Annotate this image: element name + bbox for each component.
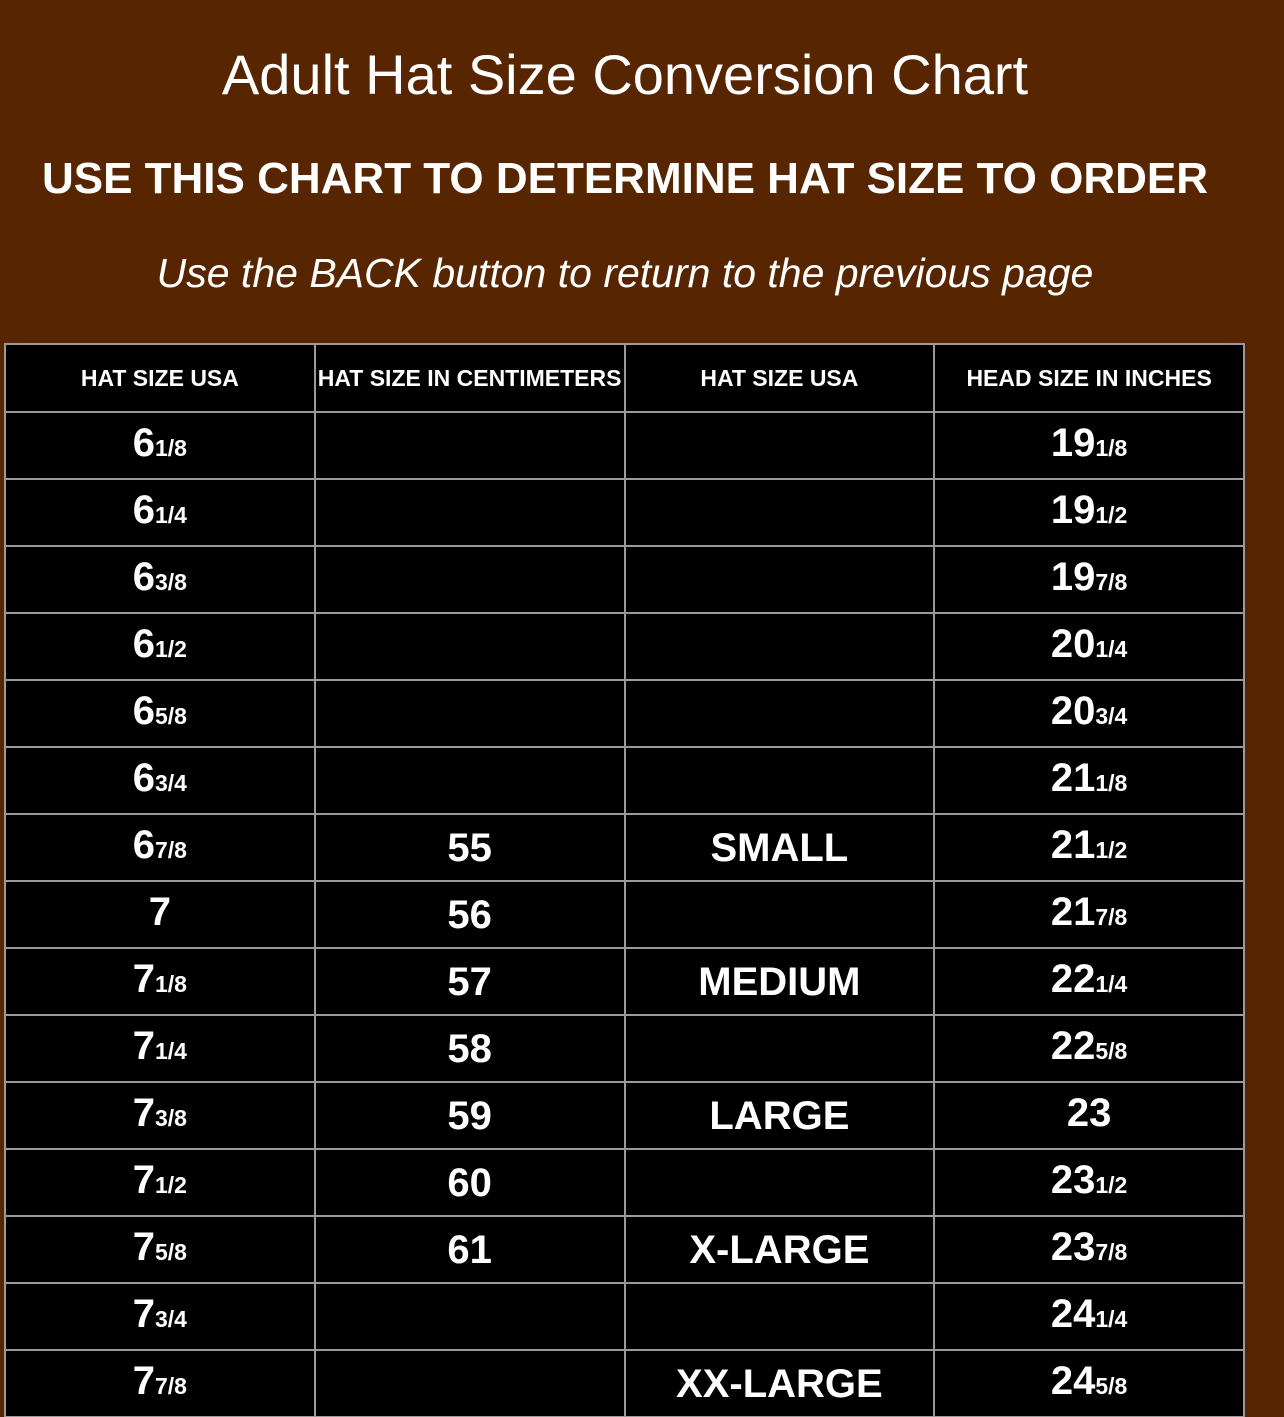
table-row <box>5 412 1244 479</box>
hat-size-cm-cell: 56 <box>315 881 625 948</box>
hat-size-usa-cell-whole: 6 <box>132 421 155 465</box>
hat-size-cm-cell <box>315 1283 625 1350</box>
page-subtitle: USE THIS CHART TO DETERMINE HAT SIZE TO ORDER <box>41 154 1209 203</box>
hat-size-usa-cell <box>5 747 315 814</box>
head-size-inches-cell-fraction: 3/4 <box>1095 703 1128 729</box>
column-header-hat-size-cm: HAT SIZE IN CENTIMETERS <box>315 344 625 412</box>
hat-size-usa-cell-whole: 7 <box>132 1091 155 1135</box>
table-row <box>5 613 1244 680</box>
hat-size-cm-cell: 60 <box>315 1149 625 1216</box>
hat-size-table <box>4 343 1245 1417</box>
hat-size-usa-cell-whole: 6 <box>132 823 155 867</box>
table-row <box>5 680 1244 747</box>
hat-size-cm-cell <box>315 747 625 814</box>
hat-size-cm-cell <box>315 412 625 479</box>
head-size-inches-cell-whole: 21 <box>1050 823 1096 867</box>
hat-size-usa-cell-fraction: 1/4 <box>155 1038 187 1064</box>
hat-size-usa-cell-fraction: 3/4 <box>155 1306 187 1332</box>
hat-size-usa-cell <box>5 680 315 747</box>
hat-size-usa-cell-whole: 7 <box>148 890 171 934</box>
head-size-inches-cell <box>934 747 1244 814</box>
hat-size-usa-cell <box>5 948 315 1015</box>
head-size-inches-cell-whole: 24 <box>1050 1359 1096 1403</box>
hat-size-usa-cell-whole: 7 <box>132 1359 155 1403</box>
hat-size-letter-cell: X-LARGE <box>625 1216 935 1283</box>
head-size-inches-cell <box>934 546 1244 613</box>
head-size-inches-cell-fraction: 1/4 <box>1095 971 1128 997</box>
hat-size-usa-cell <box>5 412 315 479</box>
table-row <box>5 1082 1244 1149</box>
hat-size-cm-cell <box>315 546 625 613</box>
hat-size-usa-cell <box>5 613 315 680</box>
hat-size-usa-cell-fraction: 1/2 <box>155 1172 187 1198</box>
hat-size-usa-cell <box>5 1216 315 1283</box>
head-size-inches-cell-fraction: 5/8 <box>1095 1038 1128 1064</box>
hat-size-usa-cell <box>5 479 315 546</box>
hat-size-usa-cell-fraction: 1/8 <box>155 971 187 997</box>
table-body <box>5 412 1244 1417</box>
hat-size-usa-cell <box>5 1350 315 1417</box>
head-size-inches-cell <box>934 1283 1244 1350</box>
hat-size-usa-cell-fraction: 3/8 <box>155 569 187 595</box>
table-row <box>5 1216 1244 1283</box>
hat-size-usa-cell <box>5 546 315 613</box>
hat-size-usa-cell-whole: 7 <box>132 1024 155 1068</box>
hat-size-usa-cell-fraction: 1/8 <box>155 435 187 461</box>
head-size-inches-cell <box>934 412 1244 479</box>
hat-size-usa-cell-whole: 6 <box>132 488 155 532</box>
table-row <box>5 1350 1244 1417</box>
table-row <box>5 881 1244 948</box>
head-size-inches-cell-whole: 19 <box>1050 421 1096 465</box>
table-row <box>5 1149 1244 1216</box>
head-size-inches-cell-fraction: 1/4 <box>1095 1306 1128 1332</box>
table-header-row <box>5 344 1244 412</box>
head-size-inches-cell-whole: 21 <box>1050 756 1096 800</box>
table-row <box>5 546 1244 613</box>
hat-size-letter-cell: MEDIUM <box>625 948 935 1015</box>
hat-size-letter-cell <box>625 747 935 814</box>
table-row <box>5 948 1244 1015</box>
hat-size-letter-cell: LARGE <box>625 1082 935 1149</box>
hat-size-usa-cell-fraction: 3/8 <box>155 1105 187 1131</box>
hat-size-cm-cell <box>315 680 625 747</box>
head-size-inches-cell-whole: 23 <box>1066 1091 1112 1135</box>
head-size-inches-cell-whole: 22 <box>1050 957 1096 1001</box>
hat-size-cm-cell: 57 <box>315 948 625 1015</box>
hat-size-usa-cell <box>5 1283 315 1350</box>
head-size-inches-cell-fraction: 7/8 <box>1095 569 1128 595</box>
hat-size-usa-cell-fraction: 1/4 <box>155 502 187 528</box>
hat-size-usa-cell-fraction: 5/8 <box>155 703 187 729</box>
head-size-inches-cell-whole: 19 <box>1050 488 1096 532</box>
hat-size-usa-cell-whole: 7 <box>132 1158 155 1202</box>
hat-size-cm-cell: 59 <box>315 1082 625 1149</box>
head-size-inches-cell-whole: 23 <box>1050 1158 1096 1202</box>
hat-size-cm-cell: 55 <box>315 814 625 881</box>
head-size-inches-cell <box>934 680 1244 747</box>
hat-size-usa-cell-whole: 6 <box>132 622 155 666</box>
hat-size-usa-cell-fraction: 7/8 <box>155 1373 187 1399</box>
head-size-inches-cell <box>934 1149 1244 1216</box>
hat-size-letter-cell <box>625 1283 935 1350</box>
hat-size-letter-cell <box>625 479 935 546</box>
head-size-inches-cell <box>934 613 1244 680</box>
table-row <box>5 814 1244 881</box>
head-size-inches-cell-fraction: 1/4 <box>1095 636 1128 662</box>
hat-size-cm-cell <box>315 1350 625 1417</box>
hat-size-letter-cell <box>625 1015 935 1082</box>
head-size-inches-cell-whole: 24 <box>1050 1292 1096 1336</box>
head-size-inches-cell-fraction: 5/8 <box>1095 1373 1128 1399</box>
hat-size-cm-cell: 58 <box>315 1015 625 1082</box>
head-size-inches-cell-whole: 23 <box>1050 1225 1096 1269</box>
hat-size-usa-cell-fraction: 7/8 <box>155 837 187 863</box>
head-size-inches-cell-whole: 21 <box>1050 890 1096 934</box>
hat-size-usa-cell <box>5 1082 315 1149</box>
hat-size-letter-cell <box>625 546 935 613</box>
head-size-inches-cell <box>934 1350 1244 1417</box>
table-row <box>5 1283 1244 1350</box>
column-header-hat-size-letter: HAT SIZE USA <box>625 344 935 412</box>
hat-size-usa-cell-whole: 7 <box>132 957 155 1001</box>
column-header-hat-size-usa: HAT SIZE USA <box>5 344 315 412</box>
head-size-inches-cell <box>934 1015 1244 1082</box>
hat-size-usa-cell-fraction: 3/4 <box>155 770 187 796</box>
head-size-inches-cell-fraction: 7/8 <box>1095 1239 1128 1265</box>
head-size-inches-cell <box>934 1216 1244 1283</box>
hat-size-usa-cell <box>5 881 315 948</box>
head-size-inches-cell-whole: 22 <box>1050 1024 1096 1068</box>
head-size-inches-cell-fraction: 1/2 <box>1095 502 1128 528</box>
head-size-inches-cell <box>934 814 1244 881</box>
hat-size-usa-cell <box>5 814 315 881</box>
hat-size-letter-cell: XX-LARGE <box>625 1350 935 1417</box>
back-button-note: Use the BACK button to return to the previous page <box>156 250 1094 296</box>
page-title: Adult Hat Size Conversion Chart <box>221 43 1029 106</box>
hat-size-usa-cell-fraction: 1/2 <box>155 636 187 662</box>
head-size-inches-cell-fraction: 1/8 <box>1095 435 1128 461</box>
hat-size-cm-cell <box>315 479 625 546</box>
hat-size-letter-cell <box>625 412 935 479</box>
hat-size-letter-cell <box>625 1149 935 1216</box>
hat-size-usa-cell-whole: 7 <box>132 1225 155 1269</box>
table-row <box>5 479 1244 546</box>
head-size-inches-cell-whole: 19 <box>1050 555 1096 599</box>
hat-size-cm-cell: 61 <box>315 1216 625 1283</box>
hat-size-usa-cell <box>5 1015 315 1082</box>
column-header-head-size-inches: HEAD SIZE IN INCHES <box>934 344 1244 412</box>
head-size-inches-cell-fraction: 1/2 <box>1095 837 1128 863</box>
hat-size-usa-cell-whole: 6 <box>132 689 155 733</box>
hat-size-cm-cell <box>315 613 625 680</box>
hat-size-letter-cell <box>625 881 935 948</box>
head-size-inches-cell <box>934 881 1244 948</box>
table-row <box>5 747 1244 814</box>
hat-size-letter-cell <box>625 613 935 680</box>
hat-size-letter-cell <box>625 680 935 747</box>
head-size-inches-cell-fraction: 1/8 <box>1095 770 1128 796</box>
hat-size-usa-cell-whole: 6 <box>132 555 155 599</box>
hat-size-usa-cell-fraction: 5/8 <box>155 1239 187 1265</box>
head-size-inches-cell-whole: 20 <box>1050 622 1096 666</box>
head-size-inches-cell-fraction: 7/8 <box>1095 904 1128 930</box>
head-size-inches-cell-whole: 20 <box>1050 689 1096 733</box>
head-size-inches-cell <box>934 1082 1244 1149</box>
hat-size-usa-cell-whole: 6 <box>132 756 155 800</box>
head-size-inches-cell-fraction: 1/2 <box>1095 1172 1128 1198</box>
head-size-inches-cell <box>934 479 1244 546</box>
hat-size-usa-cell <box>5 1149 315 1216</box>
hat-size-usa-cell-whole: 7 <box>132 1292 155 1336</box>
hat-size-letter-cell: SMALL <box>625 814 935 881</box>
head-size-inches-cell <box>934 948 1244 1015</box>
table-row <box>5 1015 1244 1082</box>
